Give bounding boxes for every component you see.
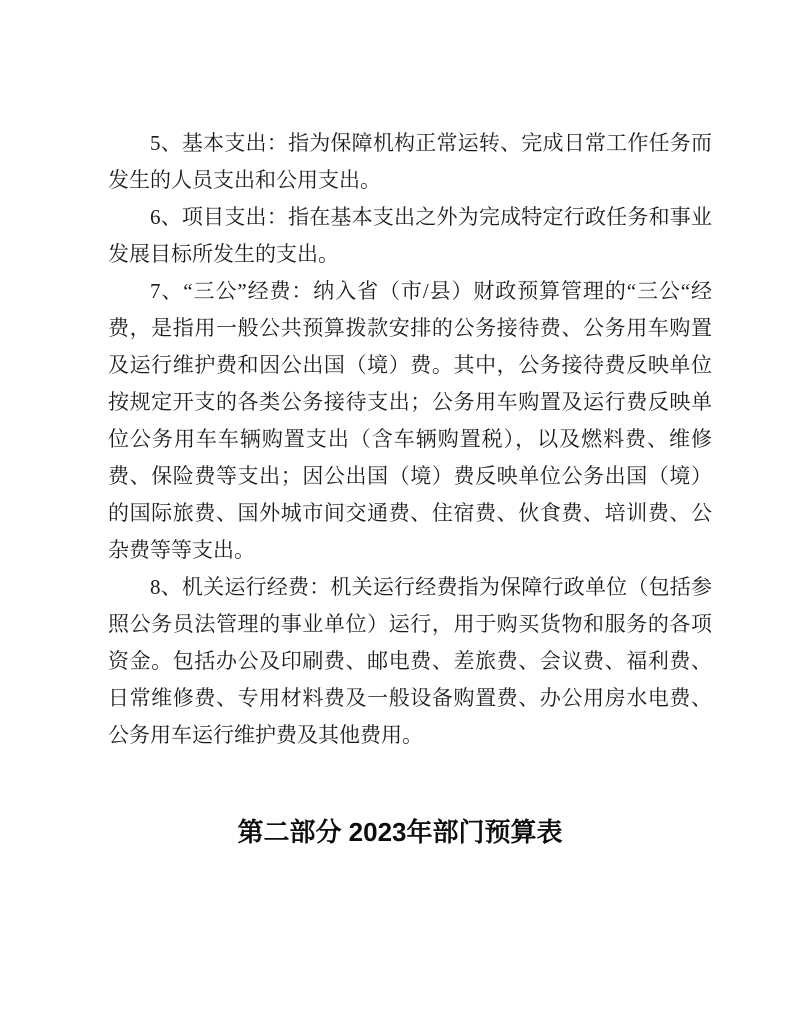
section-heading: 第二部分 2023年部门预算表 <box>237 817 563 847</box>
paragraph-project-expenditure: 6、项目支出：指在基本支出之外为完成特定行政任务和事业发展目标所发生的支出。 <box>108 205 712 266</box>
paragraph-basic-expenditure: 5、基本支出：指为保障机构正常运转、完成日常工作任务而发生的人员支出和公用支出。 <box>108 131 712 192</box>
definitions-section <box>108 125 712 754</box>
paragraph-agency-operating-funds: 8、机关运行经费：机关运行经费指为保障行政单位（包括参照公务员法管理的事业单位）运行，用于购买货物和服务的各项资金。包括办公及印刷费、邮电费、差旅费、会议费、福利费、日常维修费、专用材料费及一般设备购置费、办公用房水电费、公务用车运行维护费及其他费用。 <box>108 575 712 747</box>
paragraph-three-public-funds: 7、“三公”经费：纳入省（市/县）财政预算管理的“三公“经费，是指用一般公共预算拨款安排的公务接待费、公务用车购置及运行维护费和因公出国（境）费。其中，公务接待费反映单位按规定开支的各类公务接待支出；公务用车购置及运行费反映单位公务用车车辆购置支出（含车辆购置税），以及燃料费、维修费、保险费等支出；因公出国（境）费反映单位公务出国（境）的国际旅费、国外城市间交通费、住宿费、伙食费、培训费、公杂费等等支出。 <box>108 279 712 562</box>
